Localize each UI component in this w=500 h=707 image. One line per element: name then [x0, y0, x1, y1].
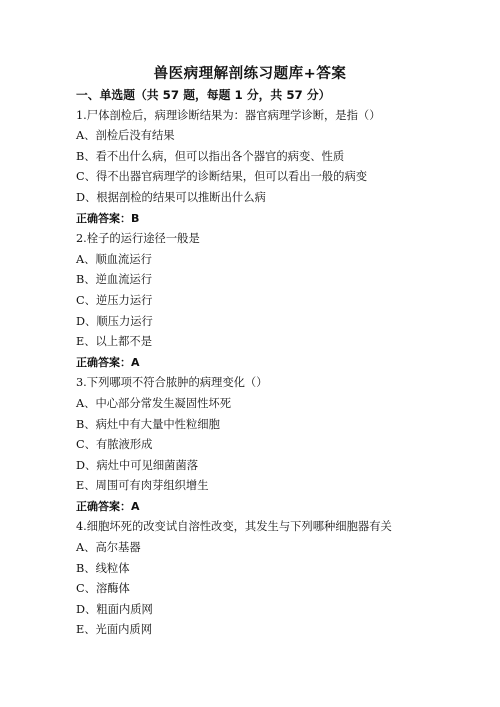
- answer-option: E、光面内质网: [76, 623, 153, 637]
- question-stem: 3.下列哪项不符合脓肿的病理变化（）: [76, 376, 268, 390]
- answer-option: B、看不出什么病，但可以指出各个器官的病变、性质: [76, 149, 345, 163]
- answer-option: D、粗面内质网: [76, 602, 153, 616]
- question-block: [76, 106, 436, 230]
- answer-option: B、病灶中有大量中性粒细胞: [76, 417, 220, 431]
- answer-option: D、顺压力运行: [76, 314, 153, 328]
- answer-option: C、溶酶体: [76, 582, 130, 596]
- answer-option: A、剖检后没有结果: [76, 129, 175, 143]
- question-stem: 4.细胞坏死的改变试自溶性改变，其发生与下列哪种细胞器有关: [76, 520, 392, 534]
- question-stem: 1.尸体剖检后，病理诊断结果为：器官病理学诊断，是指（）: [76, 108, 381, 122]
- question-stem: 2.栓子的运行途径一般是: [76, 232, 200, 246]
- question-block: [76, 229, 436, 373]
- correct-answer: 正确答案：B: [76, 211, 140, 225]
- correct-answer: 正确答案：A: [76, 355, 140, 369]
- answer-option: A、顺血流运行: [76, 252, 152, 266]
- answer-option: D、病灶中可见细菌菌落: [76, 458, 199, 472]
- document-title: 兽医病理解剖练习题库+答案: [153, 66, 347, 82]
- answer-option: C、有脓液形成: [76, 438, 153, 452]
- answer-option: B、逆血流运行: [76, 273, 153, 287]
- question-block: [76, 517, 436, 641]
- correct-answer: 正确答案：A: [76, 499, 140, 513]
- question-list: [76, 85, 436, 641]
- answer-option: A、中心部分常发生凝固性坏死: [76, 396, 232, 410]
- answer-option: D、根据剖检的结果可以推断出什么病: [76, 190, 266, 204]
- question-block: [76, 373, 436, 517]
- answer-option: E、以上都不是: [76, 335, 153, 349]
- answer-option: C、逆压力运行: [76, 293, 153, 307]
- answer-option: E、周围可有肉芽组织增生: [76, 479, 209, 493]
- section-heading: 一、单选题（共 57 题，每题 1 分，共 57 分）: [76, 88, 331, 102]
- answer-option: C、得不出器官病理学的诊断结果，但可以看出一般的病变: [76, 170, 368, 184]
- answer-option: B、线粒体: [76, 561, 130, 575]
- answer-option: A、高尔基器: [76, 541, 141, 555]
